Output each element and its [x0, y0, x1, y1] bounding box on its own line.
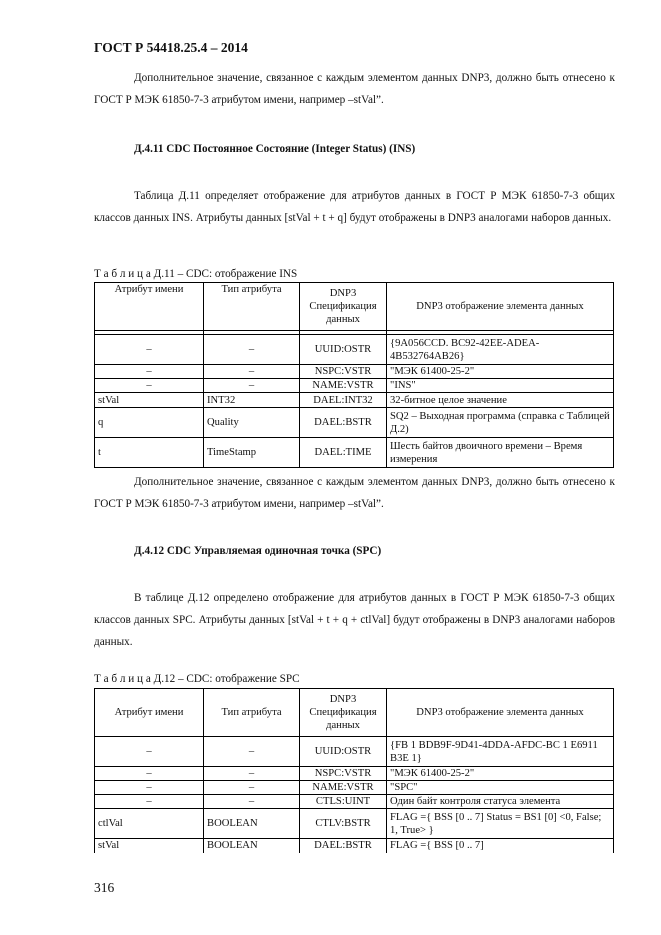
table-row: [95, 795, 614, 809]
table-cell: UUID:OSTR: [300, 737, 387, 767]
table-cell: stVal: [95, 393, 204, 408]
table-cell: Quality: [204, 408, 300, 438]
table-cell: TimeStamp: [204, 438, 300, 468]
intro-spc-text: В таблице Д.12 определено отображение для атрибутов данных в ГОСТ Р МЭК 61850-7-3 общих классов данных SPC. Атрибуты данных [stVal + t + q + ctlVal] будут отображены в DNP3 аналогами наборов данных.: [94, 592, 615, 648]
table-cell: DAEL:BSTR: [300, 839, 387, 853]
table-cell: 32-битное целое значение: [387, 393, 614, 408]
table-cell: "INS": [387, 379, 614, 393]
table-cell: –: [95, 795, 204, 809]
table-cell: –: [95, 335, 204, 365]
col-header: Атрибут имени: [95, 689, 204, 737]
table-cell: –: [204, 795, 300, 809]
table-row: [95, 767, 614, 781]
intro-ins-text: Таблица Д.11 определяет отображение для атрибутов данных в ГОСТ Р МЭК 61850-7-3 общих классов данных INS. Атрибуты данных [stVal + t + q] будут отображены в DNP3 аналогами наборов данных.: [94, 190, 615, 224]
table-cell: BOOLEAN: [204, 839, 300, 853]
col-header: Тип атрибута: [204, 689, 300, 737]
note-paragraph-top: [94, 67, 615, 111]
table-spc: [94, 688, 614, 853]
col-header: DNP3 Спецификация данных: [300, 283, 387, 331]
section-heading-spc: Д.4.12 CDC Управляемая одиночная точка (SPC): [134, 545, 382, 557]
intro-paragraph-spc: [94, 587, 615, 653]
note-ins-text: Дополнительное значение, связанное с каждым элементом данных DNP3, должно быть отнесено к ГОСТ Р МЭК 61850-7-3 атрибутом имени, например –stVal”.: [94, 476, 615, 510]
col-header: DNP3 отображение элемента данных: [387, 689, 614, 737]
table-cell: NAME:VSTR: [300, 781, 387, 795]
table-row: [95, 393, 614, 408]
table-cell: INT32: [204, 393, 300, 408]
table-cell: "SPC": [387, 781, 614, 795]
col-header: Атрибут имени: [95, 283, 204, 331]
table-cell: FLAG ={ BSS [0 .. 7]: [387, 839, 614, 853]
table-cell: DAEL:INT32: [300, 393, 387, 408]
table-cell: CTLV:BSTR: [300, 809, 387, 839]
table-cell: –: [95, 365, 204, 379]
table-cell: Один байт контроля статуса элемента: [387, 795, 614, 809]
table-cell: NAME:VSTR: [300, 379, 387, 393]
note-paragraph-ins: [94, 471, 615, 515]
table-cell: q: [95, 408, 204, 438]
table-cell: NSPC:VSTR: [300, 767, 387, 781]
table-cell: –: [95, 781, 204, 795]
table-cell: –: [204, 335, 300, 365]
table-cell: {FB 1 BDB9F-9D41-4DDA-AFDC-BC 1 E6911 B3E 1}: [387, 737, 614, 767]
section-heading-ins: Д.4.11 CDC Постоянное Состояние (Integer Status) (INS): [134, 143, 416, 155]
table-header-row: [95, 689, 614, 737]
table-row: [95, 737, 614, 767]
table-cell: –: [95, 767, 204, 781]
col-header: Тип атрибута: [204, 283, 300, 331]
table-cell: stVal: [95, 839, 204, 853]
table-cell: t: [95, 438, 204, 468]
table-cell: CTLS:UINT: [300, 795, 387, 809]
table-caption-spc: Т а б л и ц а Д.12 – CDC: отображение SPC: [94, 673, 300, 685]
table-cell: FLAG ={ BSS [0 .. 7] Status = BS1 [0] <0, False; 1, True> }: [387, 809, 614, 839]
table-cell: –: [204, 767, 300, 781]
table-cell: SQ2 – Выходная программа (справка с Таблицей Д.2): [387, 408, 614, 438]
table-cell: BOOLEAN: [204, 809, 300, 839]
page-number: 316: [94, 880, 115, 895]
col-header: DNP3 Спецификация данных: [300, 689, 387, 737]
table-cell: ctlVal: [95, 809, 204, 839]
table-cell: DAEL:TIME: [300, 438, 387, 468]
table-row: [95, 365, 614, 379]
col-header: DNP3 отображение элемента данных: [387, 283, 614, 331]
table-header-row: [95, 283, 614, 331]
table-cell: –: [204, 365, 300, 379]
table-cell: "МЭК 61400-25-2": [387, 767, 614, 781]
table-cell: –: [95, 737, 204, 767]
table-row: [95, 809, 614, 839]
table-row: [95, 335, 614, 365]
table-cell: "МЭК 61400-25-2": [387, 365, 614, 379]
table-cell: –: [204, 379, 300, 393]
table-caption-ins: Т а б л и ц а Д.11 – CDC: отображение INS: [94, 268, 298, 280]
table-cell: –: [95, 379, 204, 393]
note-top-text: Дополнительное значение, связанное с каждым элементом данных DNP3, должно быть отнесено к ГОСТ Р МЭК 61850-7-3 атрибутом имени, например –stVal”.: [94, 72, 615, 106]
document-standard-header: ГОСТ Р 54418.25.4 – 2014: [94, 40, 248, 55]
table-row: [95, 379, 614, 393]
table-row: [95, 438, 614, 468]
table-row: [95, 408, 614, 438]
intro-paragraph-ins: [94, 185, 615, 229]
table-cell: Шесть байтов двоичного времени – Время измерения: [387, 438, 614, 468]
table-cell: {9A056CCD. BC92-42EE-ADEA-4B532764AB26}: [387, 335, 614, 365]
table-ins: [94, 282, 614, 468]
table-cell: NSPC:VSTR: [300, 365, 387, 379]
table-cell: –: [204, 737, 300, 767]
table-row: [95, 839, 614, 853]
table-cell: –: [204, 781, 300, 795]
table-cell: DAEL:BSTR: [300, 408, 387, 438]
table-row: [95, 781, 614, 795]
table-cell: UUID:OSTR: [300, 335, 387, 365]
